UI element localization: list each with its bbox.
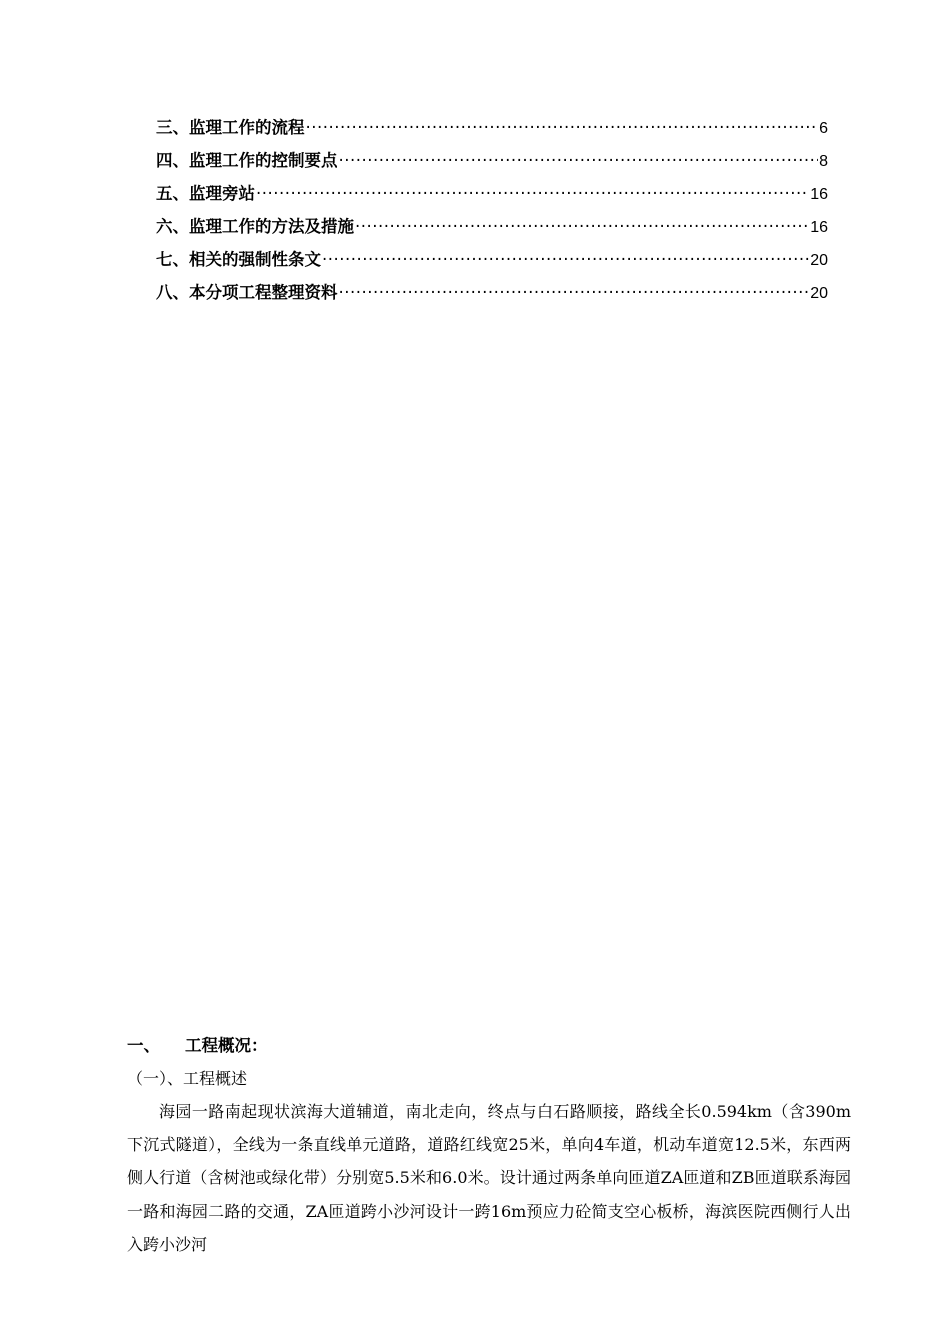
toc-dot-leader <box>339 149 819 173</box>
section-title: 工程概况： <box>185 1036 268 1055</box>
section-number: 一、 <box>127 1036 160 1055</box>
body-paragraph: 海园一路南起现状滨海大道辅道，南北走向，终点与白石路顺接，路线全长0.594km（含390m下沉式隧道），全线为一条直线单元道路，道路红线宽25米，单向4车道，机动车道宽12.5米，东西两侧人行道（含树池或绿化带）分别宽5.5米和6.0米。设计通过两条单向匝道ZA匝道和ZB匝道联系海园一路和海园二路的交通，ZA匝道跨小沙河设计一跨16m预应力砼简支空心板桥，海滨医院西侧行人出入跨小沙河 <box>127 1102 851 1254</box>
toc-entry-title: 五、监理旁站 <box>156 184 255 203</box>
toc-entry-title: 七、相关的强制性条文 <box>156 250 321 269</box>
toc-dot-leader <box>306 116 819 140</box>
toc-entry-page: 20 <box>810 285 828 302</box>
toc-dot-leader <box>322 248 809 272</box>
toc-entry <box>156 149 828 182</box>
toc-entry <box>156 248 828 281</box>
toc-dot-leader <box>355 215 809 239</box>
toc-entry-page: 20 <box>810 252 828 269</box>
table-of-contents <box>156 116 828 314</box>
toc-entry-page: 6 <box>819 120 828 137</box>
toc-entry-title: 八、本分项工程整理资料 <box>156 283 338 302</box>
toc-entry-page: 16 <box>810 219 828 236</box>
toc-entry <box>156 281 828 314</box>
toc-entry-page: 8 <box>819 153 828 170</box>
toc-dot-leader <box>256 182 809 206</box>
toc-dot-leader <box>339 281 810 305</box>
toc-entry <box>156 215 828 248</box>
project-overview-section <box>127 1030 851 1261</box>
toc-entry-page: 16 <box>810 186 828 203</box>
toc-entry <box>156 116 828 149</box>
toc-entry-title: 六、监理工作的方法及措施 <box>156 217 354 236</box>
subsection-heading: （一）、工程概述 <box>127 1069 248 1088</box>
toc-entry-title: 四、监理工作的控制要点 <box>156 151 338 170</box>
toc-entry <box>156 182 828 215</box>
section-heading <box>127 1030 851 1062</box>
toc-entry-title: 三、监理工作的流程 <box>156 118 305 137</box>
